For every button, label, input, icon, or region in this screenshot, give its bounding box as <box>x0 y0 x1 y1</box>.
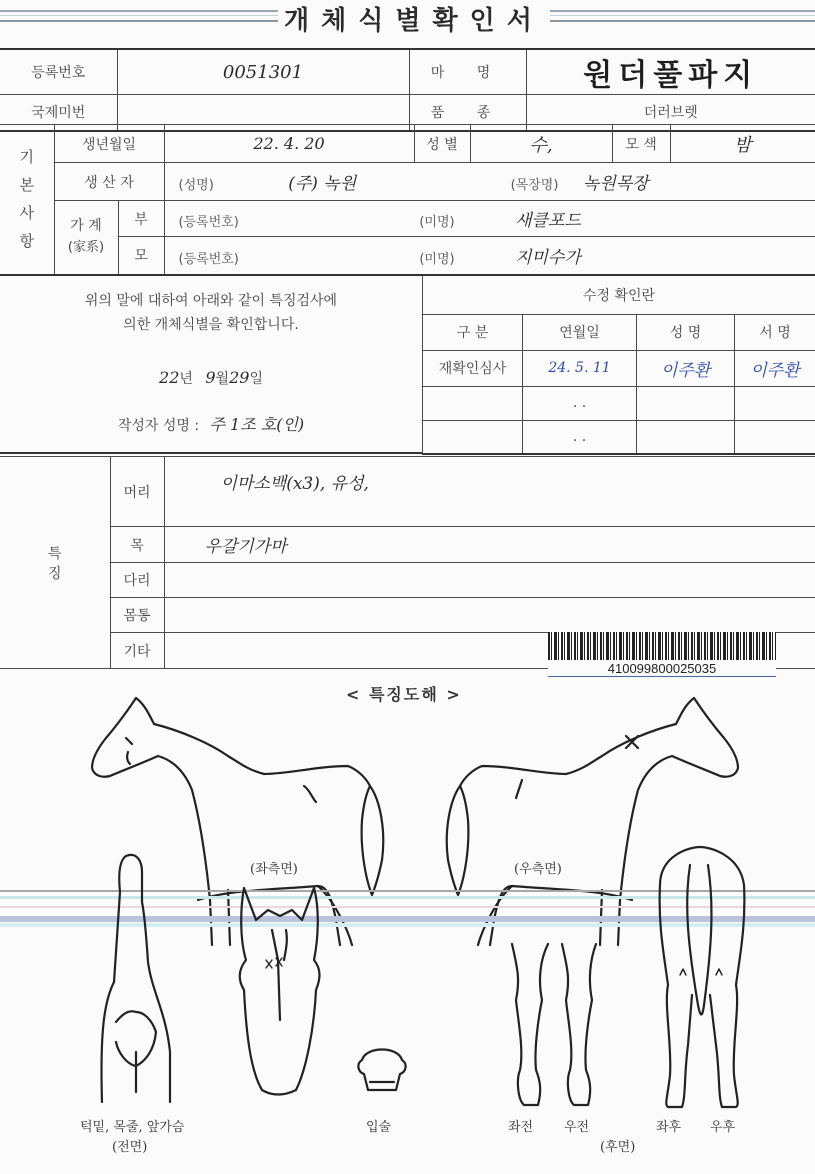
feature-label-neck: 목 <box>110 527 164 563</box>
revision-header-signature: 서 명 <box>735 314 815 350</box>
head-front-drawing <box>236 880 326 1100</box>
sex-value: 수, <box>470 125 612 163</box>
feature-label-legs: 다리 <box>110 563 164 598</box>
birthdate-label: 생년월일 <box>54 125 164 163</box>
statement-line2: 의한 개체식별을 확인합니다. <box>123 317 299 333</box>
international-number-label: 국제미번 <box>0 95 117 131</box>
coat-label: 모 색 <box>612 125 670 163</box>
revision-header-name: 성 명 <box>637 314 735 350</box>
breed-label: 품 종 <box>409 95 526 131</box>
farm-value: 녹원목장 <box>582 174 649 194</box>
feature-value-body <box>164 598 815 633</box>
left-side-label: (좌측면) <box>250 862 298 877</box>
revision-title: 수정 확인란 <box>423 276 815 314</box>
left-hind-label: 좌후 <box>656 1120 682 1135</box>
dam-name-value: 지미수가 <box>515 247 581 268</box>
author-label: 작성자 성명 : <box>117 418 200 434</box>
revision-row: . . <box>423 386 815 420</box>
rear-view-drawing <box>650 845 750 1110</box>
barcode-number: 410099800025035 <box>548 661 776 677</box>
coat-value: 밤 <box>670 125 815 163</box>
farm-label: (목장명) <box>510 178 559 193</box>
author-signature: 주 1조 호(인) <box>209 415 305 434</box>
dam-name-label: (미명) <box>419 251 455 267</box>
rear-label: (후면) <box>600 1140 636 1155</box>
barcode-bars <box>548 632 776 660</box>
breeder-row <box>164 163 815 201</box>
feature-value-head: 이마소백(x3), 유성, <box>164 457 815 527</box>
feature-value-neck: 우갈기가마 <box>164 527 815 563</box>
sire-reg-label: (등록번호) <box>178 215 239 230</box>
confirmation-statement <box>0 276 422 454</box>
revision-table <box>422 276 815 455</box>
revision-row: 재확인심사 24. 5. 11 이주환 이주환 <box>423 350 815 386</box>
left-front-label: 좌전 <box>508 1120 534 1135</box>
confirmation-date: 22년 9월29일 <box>159 368 263 387</box>
feature-label-body: 몸통 <box>110 598 164 633</box>
front-label: (전면) <box>112 1140 148 1155</box>
sire-row <box>164 201 815 237</box>
sire-label: 부 <box>118 201 164 237</box>
birthdate-value: 22. 4. 20 <box>164 125 414 163</box>
document-title: 개체식별확인서 <box>278 0 550 36</box>
registration-number-label: 등록번호 <box>0 49 117 95</box>
features-section-label: 특 징 <box>0 457 110 669</box>
basic-info-section-label: 기 본 사 항 <box>0 125 54 275</box>
feature-label-other: 기타 <box>110 633 164 669</box>
revision-header-date: 연월일 <box>523 314 637 350</box>
breeder-name-label: (성명) <box>178 178 214 193</box>
breed-value: 더러브렛 <box>526 95 815 131</box>
horse-name-value: 원더풀파지 <box>526 49 815 95</box>
dam-reg-label: (등록번호) <box>178 251 239 267</box>
revision-header-type: 구 분 <box>423 314 523 350</box>
feature-value-legs <box>164 563 815 598</box>
lip-label: 입술 <box>366 1120 392 1135</box>
feature-label-head: 머리 <box>110 457 164 527</box>
breeder-label: 생 산 자 <box>54 163 164 201</box>
right-hind-label: 우후 <box>710 1120 736 1135</box>
registration-number-value: 0051301 <box>117 49 409 95</box>
front-neck-drawing <box>96 852 176 1112</box>
right-side-label: (우측면) <box>514 862 562 877</box>
header-table <box>0 48 815 132</box>
revision-row: . . <box>423 420 815 454</box>
pedigree-label: 가 계 (家系) <box>54 201 118 275</box>
front-neck-label: 턱밑, 목줄, 앞가슴 <box>80 1120 185 1135</box>
sire-name-label: (미명) <box>419 215 455 230</box>
right-front-label: 우전 <box>564 1120 590 1135</box>
horse-name-label: 마 명 <box>409 49 526 95</box>
author-line <box>0 412 422 435</box>
lips-drawing <box>352 1040 412 1100</box>
barcode <box>548 632 776 680</box>
breeder-name-value: (주) 녹원 <box>288 174 357 194</box>
sire-name-value: 새클포드 <box>515 211 581 231</box>
basic-info-table <box>0 124 815 276</box>
front-legs-drawing <box>504 940 604 1110</box>
statement-line1: 위의 말에 대하여 아래와 같이 특징검사에 <box>84 293 338 309</box>
sex-label: 성 별 <box>414 125 470 163</box>
diagram-title: < 특징도해 > <box>346 685 462 704</box>
dam-row <box>164 237 815 275</box>
dam-label: 모 <box>118 237 164 275</box>
